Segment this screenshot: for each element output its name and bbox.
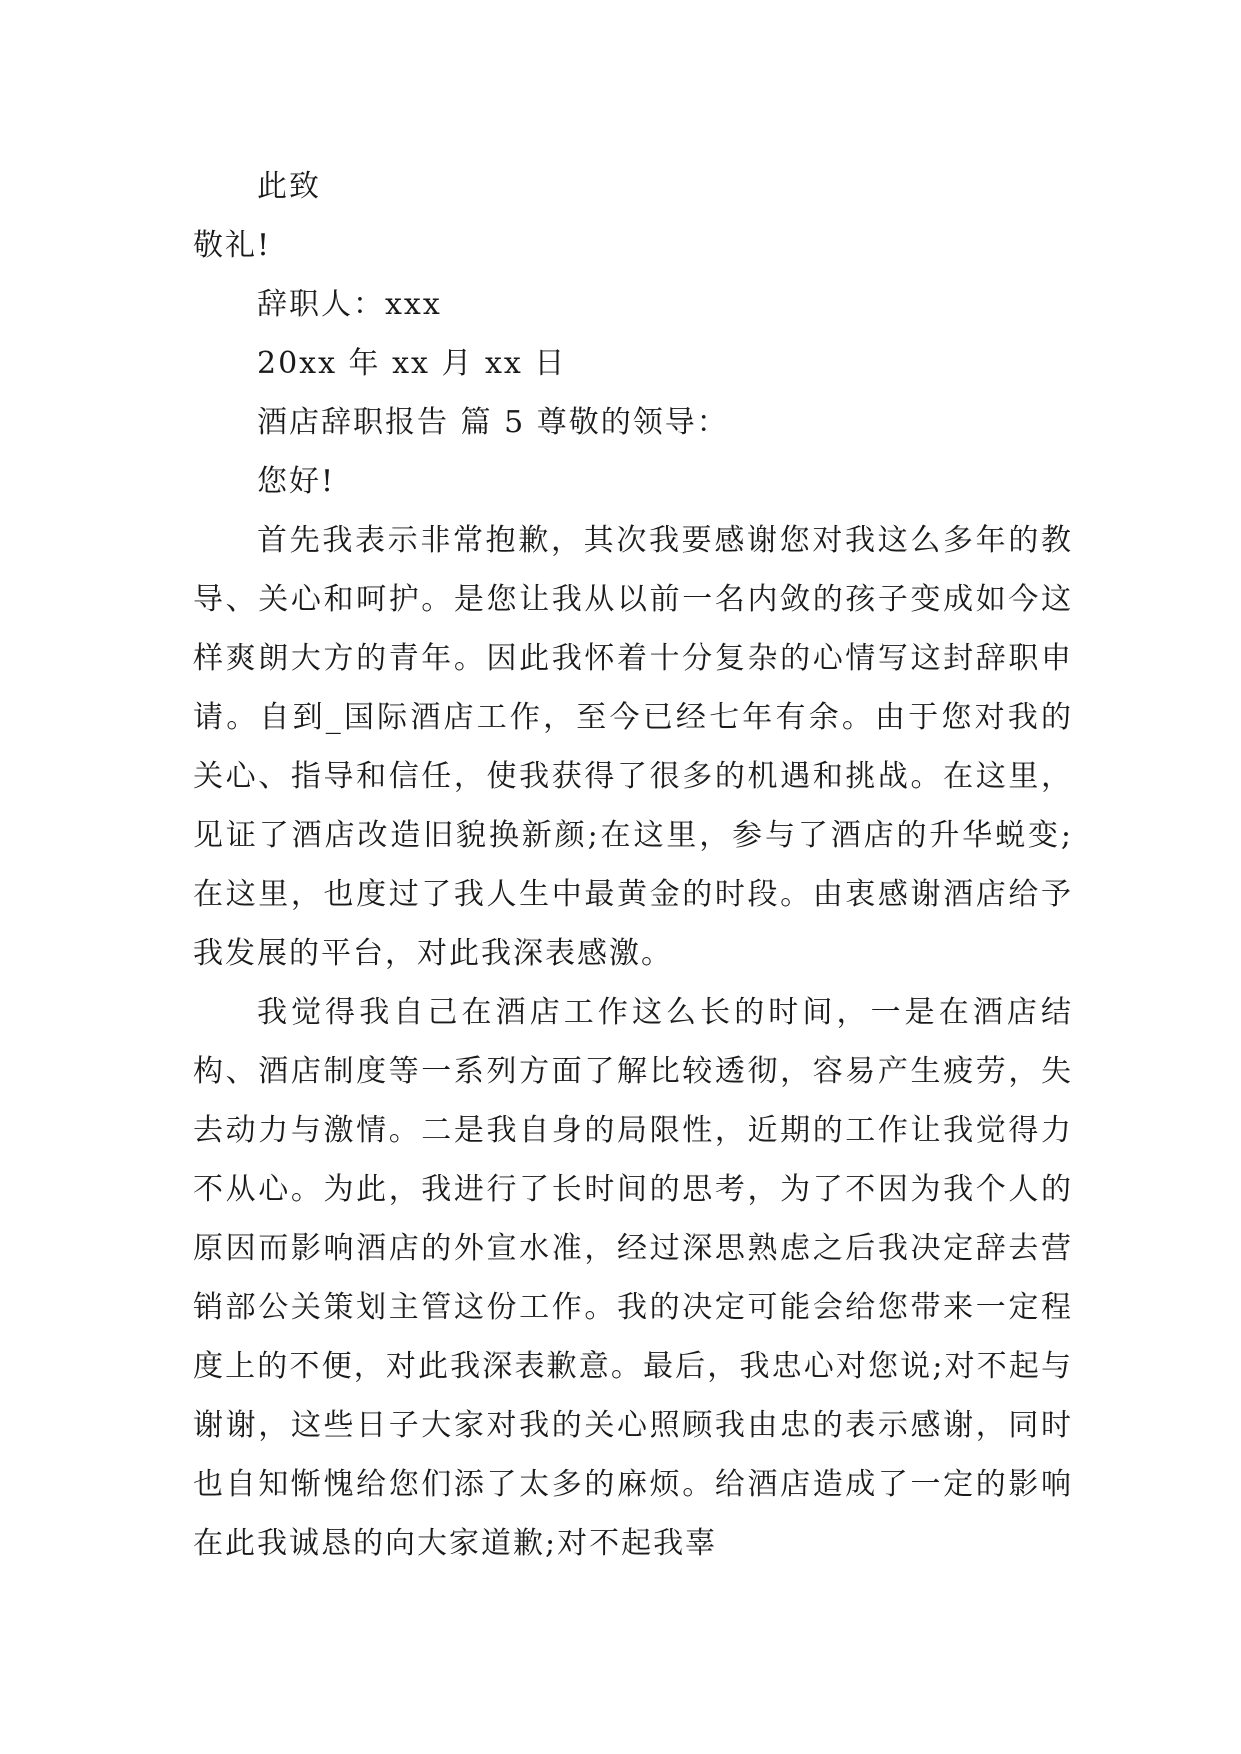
signer-line: 辞职人：xxx <box>257 287 442 322</box>
body-paragraph-2: 我觉得我自己在酒店工作这么长的时间，一是在酒店结构、酒店制度等一系列方面了解比较透彻，容易产生疲劳，失去动力与激情。二是我自身的局限性，近期的工作让我觉得力不从心。为此，我进行了长时间的思考，为了不因为我个人的原因而影响酒店的外宣水准，经过深思熟虑之后我决定辞去营销部公关策划主管这份工作。我的决定可能会给您带来一定程度上的不便，对此我深表歉意。最后，我忠心对您说;对不起与谢谢，这些日子大家对我的关心照顾我由忠的表示感谢，同时也自知惭愧给您们添了太多的麻烦。给酒店造成了一定的影响在此我诚恳的向大家道歉;对不起我辜 <box>193 995 1073 1561</box>
closing-regards: 敬礼! <box>193 228 272 263</box>
letter-greeting: 您好! <box>257 464 336 499</box>
document-body <box>193 157 1073 1573</box>
closing-salutation: 此致 <box>257 169 321 204</box>
date-line: 20xx 年 xx 月 xx 日 <box>257 346 567 381</box>
letter-heading: 酒店辞职报告 篇 5 尊敬的领导： <box>257 405 729 440</box>
body-paragraph-1: 首先我表示非常抱歉，其次我要感谢您对我这么多年的教导、关心和呵护。是您让我从以前一名内敛的孩子变成如今这样爽朗大方的青年。因此我怀着十分复杂的心情写这封辞职申请。自到_国际酒店工作，至今已经七年有余。由于您对我的关心、指导和信任，使我获得了很多的机遇和挑战。在这里，见证了酒店改造旧貌换新颜;在这里，参与了酒店的升华蜕变;在这里，也度过了我人生中最黄金的时段。由衷感谢酒店给予我发展的平台，对此我深表感激。 <box>193 523 1073 971</box>
